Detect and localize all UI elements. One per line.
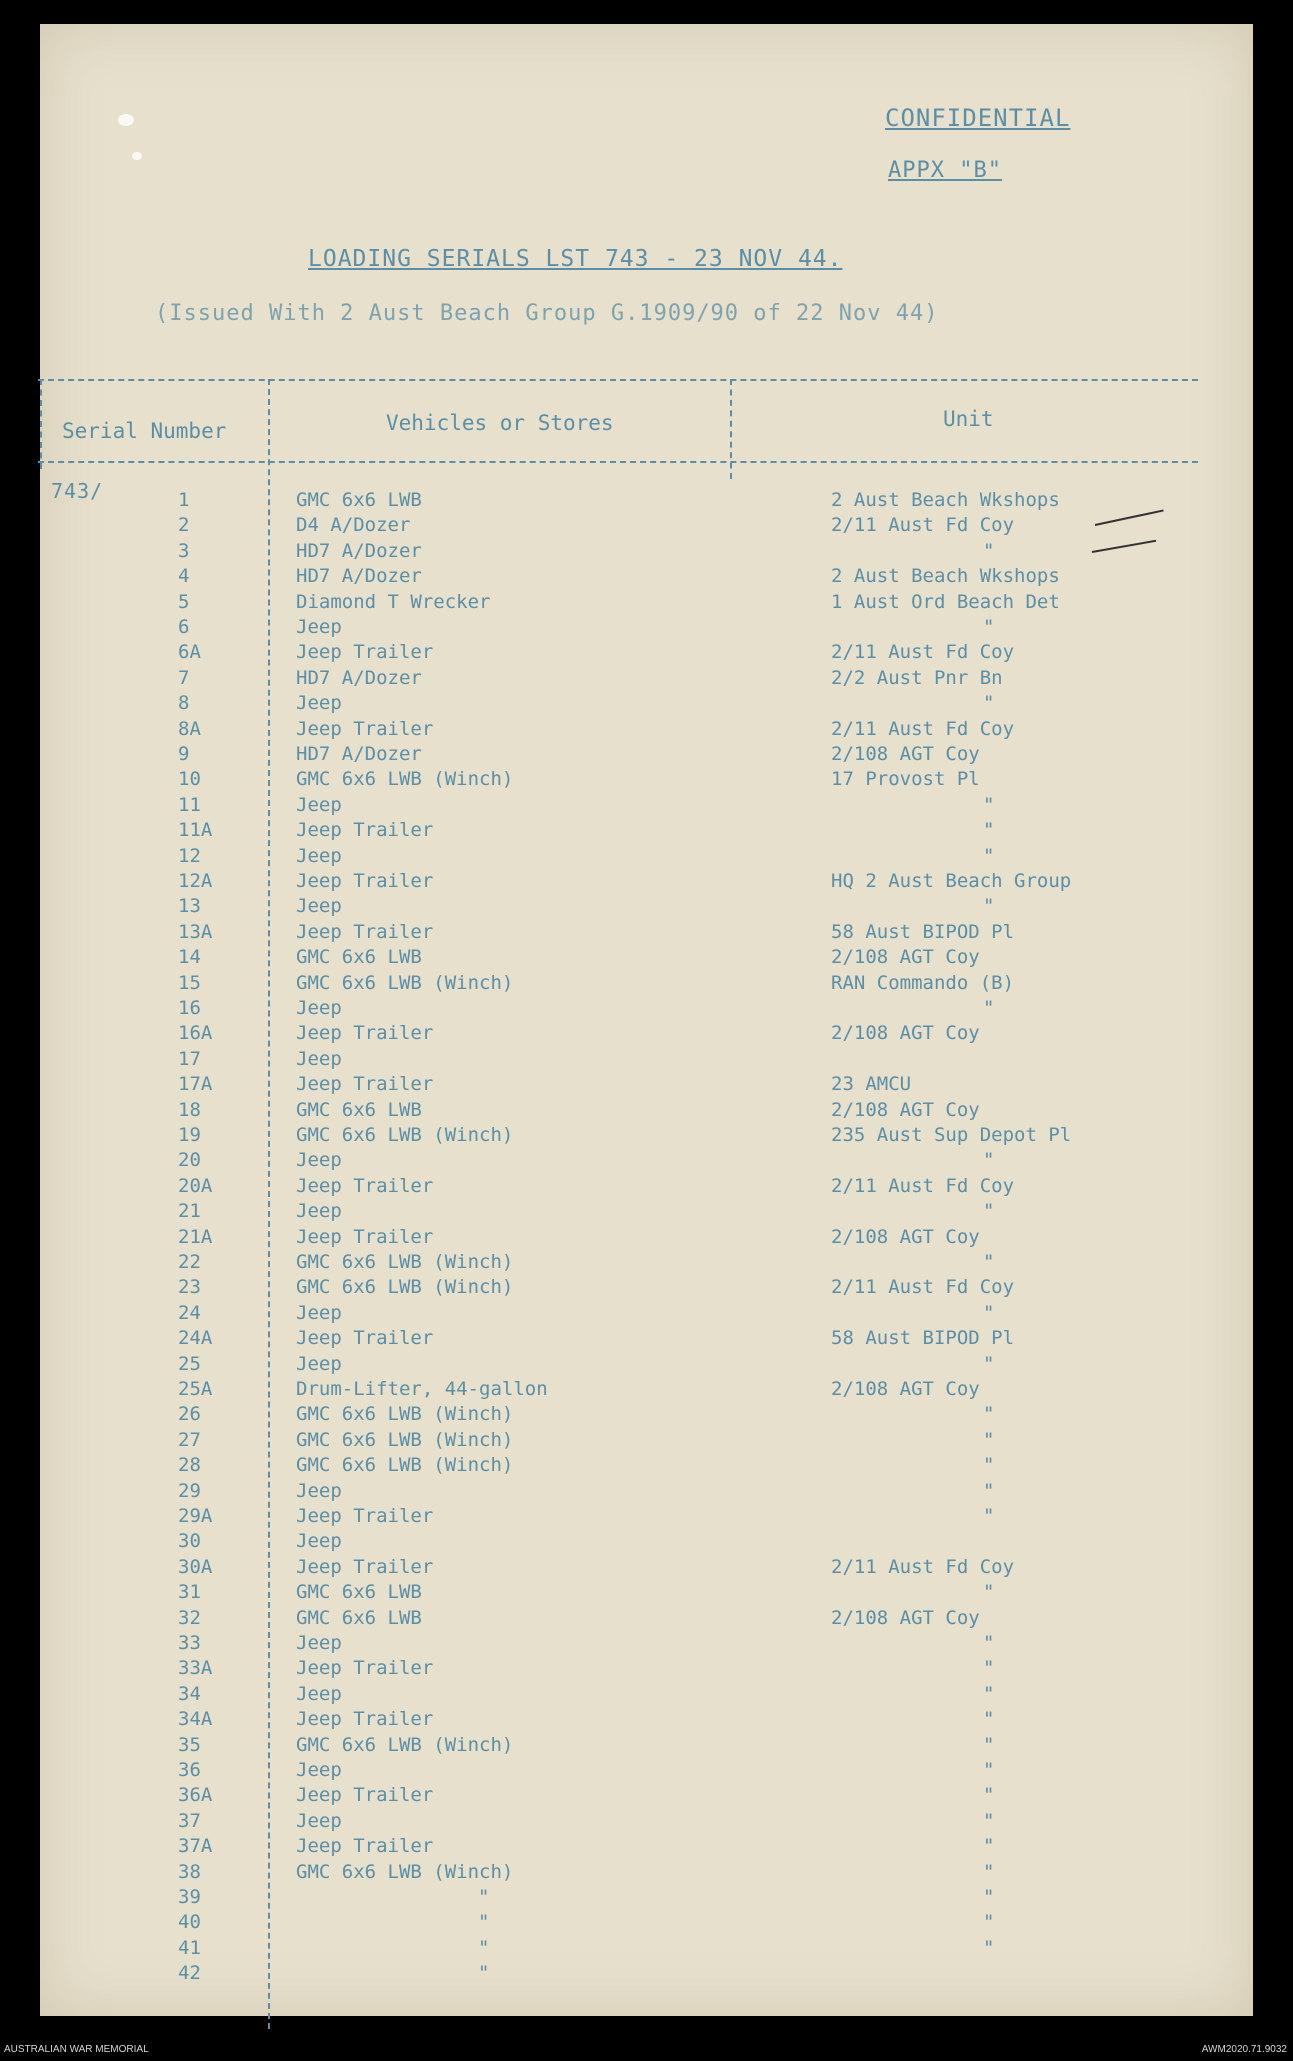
vehicle-cell: GMC 6x6 LWB (Winch)	[296, 1860, 514, 1883]
unit-cell: "	[983, 1352, 995, 1375]
serial-number-cell: 11A	[178, 819, 213, 842]
unit-cell: 58 Aust BIPOD Pl	[831, 920, 1015, 943]
vehicle-cell: "	[478, 1936, 490, 1959]
table-row	[38, 1149, 1198, 1174]
table-top-rule	[38, 379, 1198, 381]
table-row	[38, 1861, 1198, 1886]
unit-cell: "	[983, 1708, 995, 1731]
table-row	[38, 921, 1198, 946]
table-row	[38, 1327, 1198, 1352]
unit-cell: 2/108 AGT Coy	[831, 1378, 980, 1400]
serial-number-cell: 22	[178, 1251, 201, 1273]
serial-number-cell: 17A	[178, 1073, 213, 1096]
serial-number-cell: 20A	[178, 1174, 213, 1197]
serial-number-cell: 17	[178, 1047, 201, 1070]
vehicle-cell: Jeep	[296, 895, 342, 918]
table-row	[38, 1200, 1198, 1225]
table-row	[38, 895, 1198, 920]
table-row	[38, 1048, 1198, 1073]
table-row	[38, 667, 1198, 692]
serial-number-cell: 24	[178, 1301, 201, 1324]
vehicle-cell: GMC 6x6 LWB	[296, 946, 422, 969]
serial-number-cell: 34	[178, 1682, 201, 1705]
unit-cell: 23 AMCU	[831, 1073, 912, 1096]
unit-cell: 2/11 Aust Fd Coy	[831, 1276, 1015, 1299]
vehicle-cell: Drum-Lifter, 44-gallon	[296, 1378, 548, 1400]
table-row	[38, 1911, 1198, 1936]
serial-number-cell: 29A	[178, 1505, 213, 1527]
table-row	[38, 1429, 1198, 1454]
vehicle-cell: GMC 6x6 LWB (Winch)	[296, 1251, 514, 1273]
vehicle-cell: Jeep Trailer	[296, 641, 434, 664]
serial-number-cell: 7	[178, 666, 190, 689]
vehicle-cell: Jeep Trailer	[296, 1327, 434, 1350]
table-row	[38, 1657, 1198, 1682]
vehicle-cell: "	[478, 1962, 490, 1985]
vehicle-cell: Jeep Trailer	[296, 1225, 434, 1248]
unit-cell: 2/11 Aust Fd Coy	[831, 1174, 1015, 1197]
unit-cell: 2/108 AGT Coy	[831, 743, 980, 765]
serial-number-cell: 24A	[178, 1327, 213, 1350]
column-divider	[730, 379, 732, 479]
vehicle-cell: Jeep	[296, 692, 342, 715]
table-row	[38, 1378, 1198, 1403]
serial-number-cell: 11	[178, 793, 201, 816]
unit-cell: "	[983, 1682, 995, 1705]
table-row	[38, 1962, 1198, 1987]
vehicle-cell: Jeep Trailer	[296, 1708, 434, 1731]
unit-cell: 2/11 Aust Fd Coy	[831, 514, 1015, 537]
page-title: LOADING SERIALS LST 743 - 23 NOV 44.	[308, 246, 843, 272]
unit-cell: 58 Aust BIPOD Pl	[831, 1327, 1015, 1350]
unit-cell: 2 Aust Beach Wkshops	[831, 565, 1060, 588]
serial-number-cell: 16A	[178, 1022, 213, 1045]
serial-number-cell: 8	[178, 692, 190, 715]
unit-cell: "	[983, 1632, 995, 1654]
serial-number-cell: 28	[178, 1454, 201, 1477]
unit-cell: "	[983, 1936, 995, 1959]
vehicle-cell: Jeep	[296, 1759, 342, 1781]
vehicle-cell: GMC 6x6 LWB (Winch)	[296, 1403, 514, 1426]
vehicle-cell: HD7 A/Dozer	[296, 565, 422, 588]
table-row	[38, 1607, 1198, 1632]
confidential-stamp: CONFIDENTIAL	[885, 104, 1071, 132]
vehicle-cell: D4 A/Dozer	[296, 514, 411, 537]
vehicle-cell: Jeep Trailer	[296, 819, 434, 842]
appendix-label: APPX "B"	[888, 158, 1002, 183]
unit-cell: 2/108 AGT Coy	[831, 1022, 980, 1045]
serial-number-cell: 36	[178, 1759, 201, 1781]
serial-prefix: 743/	[51, 479, 104, 503]
vehicle-cell: HD7 A/Dozer	[296, 666, 422, 689]
table-row	[38, 1353, 1198, 1378]
table-row	[38, 1708, 1198, 1733]
serial-number-cell: 29	[178, 1479, 201, 1502]
unit-cell: "	[983, 1581, 995, 1604]
table-row	[38, 768, 1198, 793]
column-header-vehicles: Vehicles or Stores	[386, 411, 614, 435]
table-row	[38, 1022, 1198, 1047]
serial-number-cell: 15	[178, 971, 201, 994]
table-row	[38, 1302, 1198, 1327]
unit-cell: 1 Aust Ord Beach Det	[831, 590, 1060, 613]
table-row	[38, 845, 1198, 870]
serial-number-cell: 42	[178, 1962, 201, 1985]
vehicle-cell: GMC 6x6 LWB	[296, 1581, 422, 1604]
serial-number-cell: 12A	[178, 870, 213, 892]
table-row	[38, 1073, 1198, 1098]
vehicle-cell: Jeep	[296, 1479, 342, 1502]
serial-number-cell: 16	[178, 997, 201, 1019]
unit-cell: "	[983, 1759, 995, 1781]
serial-number-cell: 14	[178, 946, 201, 969]
vehicle-cell: Jeep	[296, 1200, 342, 1223]
serial-number-cell: 23	[178, 1276, 201, 1299]
unit-cell: "	[983, 793, 995, 816]
table-row	[38, 743, 1198, 768]
table-row	[38, 1276, 1198, 1301]
unit-cell: HQ 2 Aust Beach Group	[831, 870, 1072, 892]
unit-cell: 2/11 Aust Fd Coy	[831, 641, 1015, 664]
serial-number-cell: 8A	[178, 717, 201, 740]
unit-cell: RAN Commando (B)	[831, 971, 1015, 994]
serial-number-cell: 4	[178, 565, 190, 588]
unit-cell: 2/108 AGT Coy	[831, 946, 980, 969]
unit-cell: "	[983, 1911, 995, 1934]
serial-number-cell: 31	[178, 1581, 201, 1604]
vehicle-cell: "	[478, 1911, 490, 1934]
unit-cell: "	[983, 692, 995, 715]
serial-number-cell: 2	[178, 514, 190, 537]
serial-number-cell: 10	[178, 768, 201, 791]
unit-cell: "	[983, 1454, 995, 1477]
table-left-rule	[40, 379, 42, 469]
vehicle-cell: GMC 6x6 LWB (Winch)	[296, 768, 514, 791]
table-row	[38, 1124, 1198, 1149]
unit-cell: "	[983, 1301, 995, 1324]
vehicle-cell: Jeep	[296, 616, 342, 638]
vehicle-cell: GMC 6x6 LWB (Winch)	[296, 1124, 514, 1146]
table-row	[38, 1937, 1198, 1962]
serial-number-cell: 13A	[178, 920, 213, 943]
table-row	[38, 1480, 1198, 1505]
unit-cell: 17 Provost Pl	[831, 768, 980, 791]
vehicle-cell: Jeep	[296, 1530, 342, 1553]
unit-cell: 2/108 AGT Coy	[831, 1225, 980, 1248]
column-header-unit: Unit	[943, 407, 994, 431]
vehicle-cell: Jeep	[296, 1352, 342, 1375]
page-subtitle: (Issued With 2 Aust Beach Group G.1909/90 of 22 Nov 44)	[155, 301, 939, 326]
serial-number-cell: 41	[178, 1936, 201, 1959]
serial-number-cell: 30A	[178, 1555, 213, 1578]
table-row	[38, 1632, 1198, 1657]
table-row	[38, 1886, 1198, 1911]
serial-number-cell: 39	[178, 1886, 201, 1908]
table-row	[38, 1683, 1198, 1708]
vehicle-cell: Jeep	[296, 1682, 342, 1705]
vehicle-cell: Jeep Trailer	[296, 1174, 434, 1197]
vehicle-cell: GMC 6x6 LWB (Winch)	[296, 1733, 514, 1756]
vehicle-cell: GMC 6x6 LWB (Winch)	[296, 1428, 514, 1451]
table-row	[38, 718, 1198, 743]
unit-cell: "	[983, 1505, 995, 1527]
unit-cell: "	[983, 1403, 995, 1426]
unit-cell: "	[983, 819, 995, 842]
punch-hole	[118, 114, 134, 126]
vehicle-cell: Jeep Trailer	[296, 1073, 434, 1096]
unit-cell: "	[983, 1835, 995, 1858]
serial-number-cell: 26	[178, 1403, 201, 1426]
vehicle-cell: "	[478, 1886, 490, 1908]
unit-cell: "	[983, 1428, 995, 1451]
serial-number-cell: 34A	[178, 1708, 213, 1731]
unit-cell: "	[983, 1809, 995, 1832]
vehicle-cell: Jeep Trailer	[296, 1505, 434, 1527]
unit-cell: "	[983, 1251, 995, 1273]
unit-cell: "	[983, 1733, 995, 1756]
serial-number-cell: 25	[178, 1352, 201, 1375]
vehicle-cell: Jeep Trailer	[296, 1835, 434, 1858]
vehicle-cell: GMC 6x6 LWB (Winch)	[296, 1276, 514, 1299]
vehicle-cell: Jeep	[296, 793, 342, 816]
vehicle-cell: GMC 6x6 LWB	[296, 1098, 422, 1121]
serial-number-cell: 19	[178, 1124, 201, 1146]
table-row	[38, 489, 1198, 514]
table-row	[38, 1099, 1198, 1124]
vehicle-cell: Jeep	[296, 1809, 342, 1832]
serial-number-cell: 18	[178, 1098, 201, 1121]
serial-number-cell: 1	[178, 489, 190, 511]
vehicle-cell: Jeep Trailer	[296, 1555, 434, 1578]
table-row	[38, 1734, 1198, 1759]
vehicle-cell: Jeep Trailer	[296, 1784, 434, 1807]
table-header-rule	[38, 461, 1198, 463]
vehicle-cell: Jeep Trailer	[296, 1022, 434, 1045]
document-page	[40, 24, 1253, 2016]
serial-number-cell: 30	[178, 1530, 201, 1553]
unit-cell: 2/108 AGT Coy	[831, 1606, 980, 1629]
table-row	[38, 819, 1198, 844]
table-row	[38, 1810, 1198, 1835]
serial-number-cell: 12	[178, 844, 201, 867]
unit-cell: 2/11 Aust Fd Coy	[831, 1555, 1015, 1578]
unit-cell: "	[983, 1886, 995, 1908]
vehicle-cell: Jeep	[296, 1301, 342, 1324]
vehicle-cell: Jeep	[296, 997, 342, 1019]
vehicle-cell: Jeep	[296, 1632, 342, 1654]
serial-number-cell: 27	[178, 1428, 201, 1451]
table-row	[38, 1581, 1198, 1606]
serial-number-cell: 33A	[178, 1657, 213, 1680]
table-row	[38, 1784, 1198, 1809]
unit-cell: "	[983, 539, 995, 562]
table-row	[38, 1403, 1198, 1428]
table-row	[38, 616, 1198, 641]
table-row	[38, 1556, 1198, 1581]
vehicle-cell: Jeep Trailer	[296, 717, 434, 740]
punch-hole	[132, 152, 142, 160]
serial-number-cell: 32	[178, 1606, 201, 1629]
table-row	[38, 514, 1198, 539]
table-row	[38, 1251, 1198, 1276]
table-row	[38, 946, 1198, 971]
table-row	[38, 1175, 1198, 1200]
table-row	[38, 1759, 1198, 1784]
table-row	[38, 565, 1198, 590]
loading-serials-table	[38, 379, 1198, 2049]
unit-cell: "	[983, 895, 995, 918]
vehicle-cell: Diamond T Wrecker	[296, 590, 491, 613]
table-row	[38, 870, 1198, 895]
column-header-serial: Serial Number	[62, 419, 227, 443]
vehicle-cell: Jeep	[296, 1047, 342, 1070]
serial-number-cell: 13	[178, 895, 201, 918]
table-row	[38, 692, 1198, 717]
serial-number-cell: 37A	[178, 1835, 213, 1858]
table-row	[38, 1226, 1198, 1251]
serial-number-cell: 35	[178, 1733, 201, 1756]
unit-cell: 2/11 Aust Fd Coy	[831, 717, 1015, 740]
table-row	[38, 794, 1198, 819]
vehicle-cell: GMC 6x6 LWB (Winch)	[296, 971, 514, 994]
vehicle-cell: HD7 A/Dozer	[296, 743, 422, 765]
table-row	[38, 997, 1198, 1022]
footer-archive-name: AUSTRALIAN WAR MEMORIAL	[4, 2044, 149, 2055]
unit-cell: "	[983, 616, 995, 638]
serial-number-cell: 25A	[178, 1378, 213, 1400]
serial-number-cell: 20	[178, 1149, 201, 1172]
vehicle-cell: Jeep Trailer	[296, 1657, 434, 1680]
unit-cell: 2/108 AGT Coy	[831, 1098, 980, 1121]
table-row	[38, 641, 1198, 666]
footer-accession-number: AWM2020.71.9032	[1201, 2044, 1287, 2055]
vehicle-cell: Jeep Trailer	[296, 870, 434, 892]
serial-number-cell: 6	[178, 616, 190, 638]
table-row	[38, 1530, 1198, 1555]
vehicle-cell: Jeep	[296, 844, 342, 867]
table-row	[38, 972, 1198, 997]
unit-cell: "	[983, 997, 995, 1019]
unit-cell: 2/2 Aust Pnr Bn	[831, 666, 1003, 689]
vehicle-cell: Jeep	[296, 1149, 342, 1172]
vehicle-cell: Jeep Trailer	[296, 920, 434, 943]
table-row	[38, 1454, 1198, 1479]
table-row	[38, 1835, 1198, 1860]
table-row	[38, 1505, 1198, 1530]
unit-cell: 235 Aust Sup Depot Pl	[831, 1124, 1072, 1146]
unit-cell: 2 Aust Beach Wkshops	[831, 489, 1060, 511]
serial-number-cell: 36A	[178, 1784, 213, 1807]
unit-cell: "	[983, 1784, 995, 1807]
serial-number-cell: 6A	[178, 641, 201, 664]
unit-cell: "	[983, 1860, 995, 1883]
serial-number-cell: 9	[178, 743, 190, 765]
vehicle-cell: GMC 6x6 LWB (Winch)	[296, 1454, 514, 1477]
serial-number-cell: 3	[178, 539, 190, 562]
vehicle-cell: HD7 A/Dozer	[296, 539, 422, 562]
serial-number-cell: 37	[178, 1809, 201, 1832]
table-row	[38, 540, 1198, 565]
serial-number-cell: 5	[178, 590, 190, 613]
unit-cell: "	[983, 844, 995, 867]
table-row	[38, 591, 1198, 616]
vehicle-cell: GMC 6x6 LWB	[296, 1606, 422, 1629]
unit-cell: "	[983, 1657, 995, 1680]
serial-number-cell: 38	[178, 1860, 201, 1883]
serial-number-cell: 21	[178, 1200, 201, 1223]
vehicle-cell: GMC 6x6 LWB	[296, 489, 422, 511]
serial-number-cell: 33	[178, 1632, 201, 1654]
unit-cell: "	[983, 1200, 995, 1223]
serial-number-cell: 21A	[178, 1225, 213, 1248]
unit-cell: "	[983, 1149, 995, 1172]
unit-cell: "	[983, 1479, 995, 1502]
serial-number-cell: 40	[178, 1911, 201, 1934]
